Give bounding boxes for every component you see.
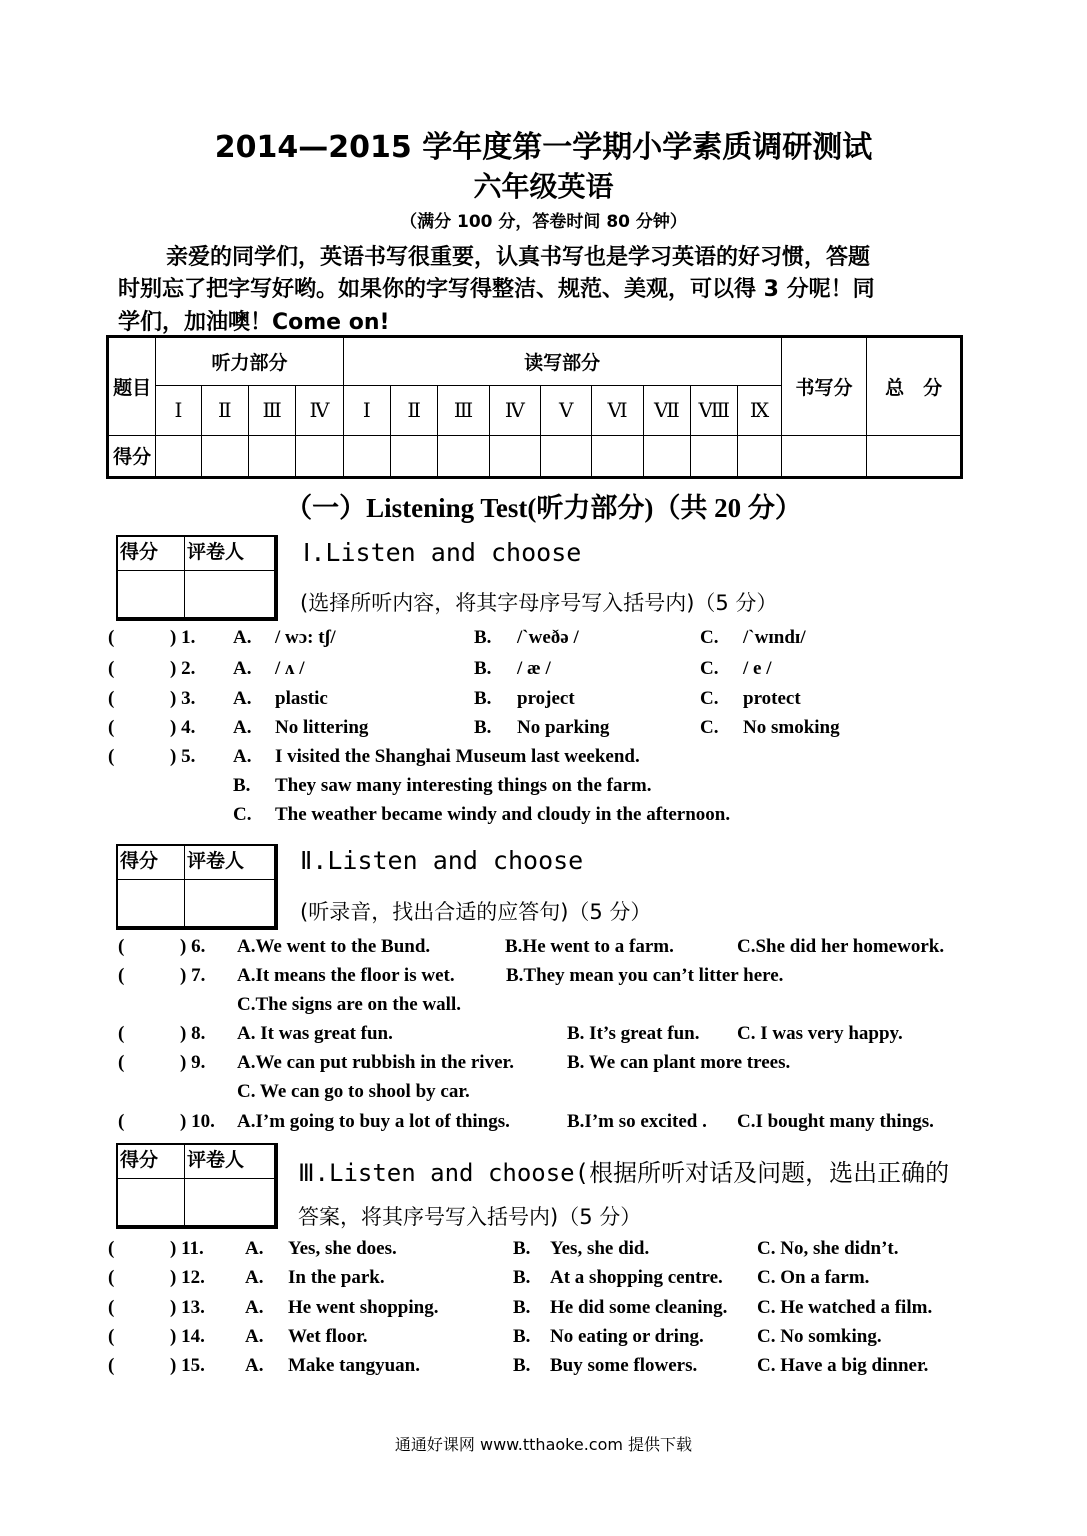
- option-a: A.We can put rubbish in the river.: [237, 1052, 514, 1073]
- option-c: C. He watched a film.: [757, 1297, 933, 1318]
- question-number: ) 8.: [180, 1023, 206, 1044]
- option-b-text: /ˋweðə /: [517, 627, 579, 648]
- score-cell[interactable]: [691, 435, 738, 477]
- reading-col: Ⅱ: [390, 386, 437, 435]
- option-c-text: /ˋwɪndɪ/: [743, 627, 806, 648]
- option-b-text: Yes, she did.: [550, 1238, 650, 1259]
- option-b-text: No eating or dring.: [550, 1326, 704, 1347]
- reading-col: Ⅳ: [489, 386, 540, 435]
- answer-paren[interactable]: (: [108, 1267, 115, 1288]
- option-a-letter: A.: [245, 1355, 264, 1376]
- reading-col: Ⅵ: [592, 386, 643, 435]
- grader-score-label: 得分: [117, 845, 185, 879]
- option-a-text: I visited the Shanghai Museum last weekend.: [275, 746, 640, 767]
- option-c-letter: C.: [700, 717, 719, 738]
- exam-note: （满分 100 分，答卷时间 80 分钟）: [400, 212, 687, 232]
- option-b-letter: B.: [513, 1355, 531, 1376]
- score-cell[interactable]: [781, 435, 867, 477]
- option-a: A.It means the floor is wet.: [237, 965, 455, 986]
- option-b-letter: B.: [513, 1326, 531, 1347]
- exam-title: 2014—2015 学年度第一学期小学素质调研测试: [214, 130, 873, 165]
- option-a-text: Wet floor.: [288, 1326, 368, 1347]
- reading-col: Ⅰ: [343, 386, 390, 435]
- option-b-letter: B.: [513, 1238, 531, 1259]
- question-number: ) 15.: [170, 1355, 205, 1376]
- option-c-letter: C.: [700, 688, 719, 709]
- question-number: ) 4.: [170, 717, 196, 738]
- option-b: B. We can plant more trees.: [567, 1052, 791, 1073]
- grader-reviewer-label: 评卷人: [185, 536, 277, 570]
- option-b-letter: B.: [513, 1297, 531, 1318]
- option-a-text: Make tangyuan.: [288, 1355, 420, 1376]
- reading-col: Ⅷ: [691, 386, 738, 435]
- score-table: [106, 335, 963, 479]
- answer-paren[interactable]: (: [118, 936, 125, 957]
- score-cell[interactable]: [592, 435, 643, 477]
- option-c-letter: C.: [233, 804, 252, 825]
- listening-col: Ⅱ: [201, 386, 248, 435]
- listening-col: Ⅰ: [156, 386, 201, 435]
- question-number: ) 7.: [180, 965, 206, 986]
- reading-col: Ⅲ: [438, 386, 489, 435]
- option-b-text: No parking: [517, 717, 610, 738]
- intro-line-1: 亲爱的同学们，英语书写很重要，认真书写也是学习英语的好习惯，答题: [166, 245, 871, 270]
- score-cell[interactable]: [643, 435, 690, 477]
- answer-paren[interactable]: (: [108, 627, 115, 648]
- grader-score-label: 得分: [117, 1144, 185, 1178]
- answer-paren[interactable]: (: [118, 1111, 125, 1132]
- answer-paren[interactable]: (: [108, 1297, 115, 1318]
- option-a-text: / wɔ: tʃ/: [275, 627, 336, 648]
- answer-paren[interactable]: (: [108, 1326, 115, 1347]
- question-number: ) 13.: [170, 1297, 205, 1318]
- option-a-text: / ʌ /: [275, 658, 305, 679]
- option-a-text: In the park.: [288, 1267, 385, 1288]
- score-table-label-score: 得分: [108, 435, 156, 477]
- section-listening-heading: （一）Listening Test(听力部分)（共 20 分）: [285, 493, 802, 523]
- option-c-text: No smoking: [743, 717, 840, 738]
- score-cell[interactable]: [201, 435, 248, 477]
- option-b-text: Buy some flowers.: [550, 1355, 698, 1376]
- grader-box-1: [116, 535, 278, 621]
- answer-paren[interactable]: (: [108, 658, 115, 679]
- option-a-letter: A.: [233, 658, 252, 679]
- option-c: C. No, she didn’t.: [757, 1238, 899, 1259]
- option-b: B.They mean you can’t litter here.: [506, 965, 784, 986]
- score-cell[interactable]: [541, 435, 592, 477]
- score-table-writing-header: 书写分: [781, 337, 867, 436]
- grader-score-label: 得分: [117, 536, 185, 570]
- option-a: A.We went to the Bund.: [237, 936, 431, 957]
- score-cell[interactable]: [156, 435, 201, 477]
- grader-reviewer-cell[interactable]: [185, 1178, 277, 1227]
- option-c: C. We can go to shool by car.: [237, 1081, 470, 1102]
- question-number: ) 1.: [170, 627, 196, 648]
- option-a-letter: A.: [245, 1238, 264, 1259]
- option-a-letter: A.: [245, 1297, 264, 1318]
- option-c-text: The weather became windy and cloudy in the afternoon.: [275, 804, 731, 825]
- option-c-text: / e /: [743, 658, 772, 679]
- option-b: B. It’s great fun.: [567, 1023, 700, 1044]
- option-b-letter: B.: [474, 717, 492, 738]
- grader-box-2: [116, 844, 278, 930]
- option-a-text: plastic: [275, 688, 328, 709]
- question-number: ) 14.: [170, 1326, 205, 1347]
- intro-line-2: 时别忘了把字写好哟。如果你的字写得整洁、规范、美观，可以得 3 分呢！同: [118, 277, 875, 302]
- question-number: ) 9.: [180, 1052, 206, 1073]
- grader-reviewer-cell[interactable]: [185, 570, 277, 619]
- score-cell[interactable]: [867, 435, 962, 477]
- option-a-text: He went shopping.: [288, 1297, 439, 1318]
- answer-paren[interactable]: (: [108, 1355, 115, 1376]
- option-a-letter: A.: [233, 717, 252, 738]
- option-a: A. It was great fun.: [237, 1023, 393, 1044]
- answer-paren[interactable]: (: [108, 688, 115, 709]
- exam-subtitle: 六年级英语: [473, 170, 614, 203]
- question-number: ) 5.: [170, 746, 196, 767]
- score-cell[interactable]: [738, 435, 781, 477]
- option-b-letter: B.: [233, 775, 251, 796]
- option-c: C.She did her homework.: [737, 936, 945, 957]
- answer-paren[interactable]: (: [118, 1023, 125, 1044]
- score-table-label-questions: 题目: [108, 337, 156, 436]
- option-c-text: protect: [743, 688, 801, 709]
- grader-score-cell[interactable]: [117, 1178, 185, 1227]
- option-b-text: At a shopping centre.: [550, 1267, 723, 1288]
- option-a-letter: A.: [233, 688, 252, 709]
- option-c-letter: C.: [700, 658, 719, 679]
- part1-note: (选择所听内容，将其字母序号写入括号内)（5 分）: [300, 591, 778, 615]
- question-number: ) 3.: [170, 688, 196, 709]
- option-a-letter: A.: [245, 1326, 264, 1347]
- option-c: C. I was very happy.: [737, 1023, 903, 1044]
- score-table-total-header: 总 分: [867, 337, 962, 436]
- score-table-reading-header: 读写部分: [343, 337, 781, 386]
- part3-note: 答案，将其序号写入括号内)（5 分）: [298, 1205, 642, 1229]
- reading-col: Ⅴ: [541, 386, 592, 435]
- score-table-listening-header: 听力部分: [156, 337, 343, 386]
- part2-title: Ⅱ.Listen and choose: [300, 846, 584, 875]
- score-cell[interactable]: [296, 435, 343, 477]
- grader-reviewer-cell[interactable]: [185, 879, 277, 928]
- option-b: B.I’m so excited .: [567, 1111, 707, 1132]
- option-b-text: He did some cleaning.: [550, 1297, 728, 1318]
- answer-paren[interactable]: (: [108, 717, 115, 738]
- option-c-letter: C.: [700, 627, 719, 648]
- option-a-text: Yes, she does.: [288, 1238, 397, 1259]
- option-b: B.He went to a farm.: [505, 936, 674, 957]
- question-number: ) 11.: [170, 1238, 204, 1259]
- answer-paren[interactable]: (: [118, 1052, 125, 1073]
- option-a-letter: A.: [233, 746, 252, 767]
- score-cell[interactable]: [489, 435, 540, 477]
- answer-paren[interactable]: (: [118, 965, 125, 986]
- option-c: C.I bought many things.: [737, 1111, 934, 1132]
- grader-reviewer-label: 评卷人: [185, 1144, 277, 1178]
- listening-col: Ⅳ: [296, 386, 343, 435]
- option-b-letter: B.: [513, 1267, 531, 1288]
- option-a-letter: A.: [245, 1267, 264, 1288]
- question-number: ) 6.: [180, 936, 206, 957]
- option-a: A.I’m going to buy a lot of things.: [237, 1111, 510, 1132]
- option-c: C. No somking.: [757, 1326, 882, 1347]
- answer-paren[interactable]: (: [108, 1238, 115, 1259]
- part3-title: Ⅲ.Listen and choose(根据所听对话及问题，选出正确的: [298, 1159, 950, 1187]
- option-b-text: They saw many interesting things on the farm.: [275, 775, 652, 796]
- option-c: C.The signs are on the wall.: [237, 994, 461, 1015]
- option-c: C. On a farm.: [757, 1267, 870, 1288]
- grader-score-cell[interactable]: [117, 570, 185, 619]
- question-number: ) 2.: [170, 658, 196, 679]
- score-cell[interactable]: [343, 435, 390, 477]
- option-b-letter: B.: [474, 688, 492, 709]
- reading-col: Ⅶ: [643, 386, 690, 435]
- score-cell[interactable]: [438, 435, 489, 477]
- grader-reviewer-label: 评卷人: [185, 845, 277, 879]
- listening-col: Ⅲ: [248, 386, 295, 435]
- score-cell[interactable]: [248, 435, 295, 477]
- grader-box-3: [116, 1143, 278, 1229]
- option-b-text: / æ /: [517, 658, 551, 679]
- page-footer: 通通好课网 www.tthaoke.com 提供下载: [394, 1435, 693, 1454]
- score-cell[interactable]: [390, 435, 437, 477]
- option-a-text: No littering: [275, 717, 369, 738]
- part1-title: Ⅰ.Listen and choose: [303, 538, 582, 567]
- grader-score-cell[interactable]: [117, 879, 185, 928]
- option-a-letter: A.: [233, 627, 252, 648]
- option-b-letter: B.: [474, 627, 492, 648]
- question-number: ) 10.: [180, 1111, 215, 1132]
- reading-col: Ⅸ: [738, 386, 781, 435]
- option-b-letter: B.: [474, 658, 492, 679]
- answer-paren[interactable]: (: [108, 746, 115, 767]
- part2-note: (听录音，找出合适的应答句)（5 分）: [300, 900, 652, 924]
- question-number: ) 12.: [170, 1267, 205, 1288]
- intro-line-3: 学们，加油噢！Come on!: [118, 310, 390, 335]
- option-c: C. Have a big dinner.: [757, 1355, 929, 1376]
- option-b-text: project: [517, 688, 575, 709]
